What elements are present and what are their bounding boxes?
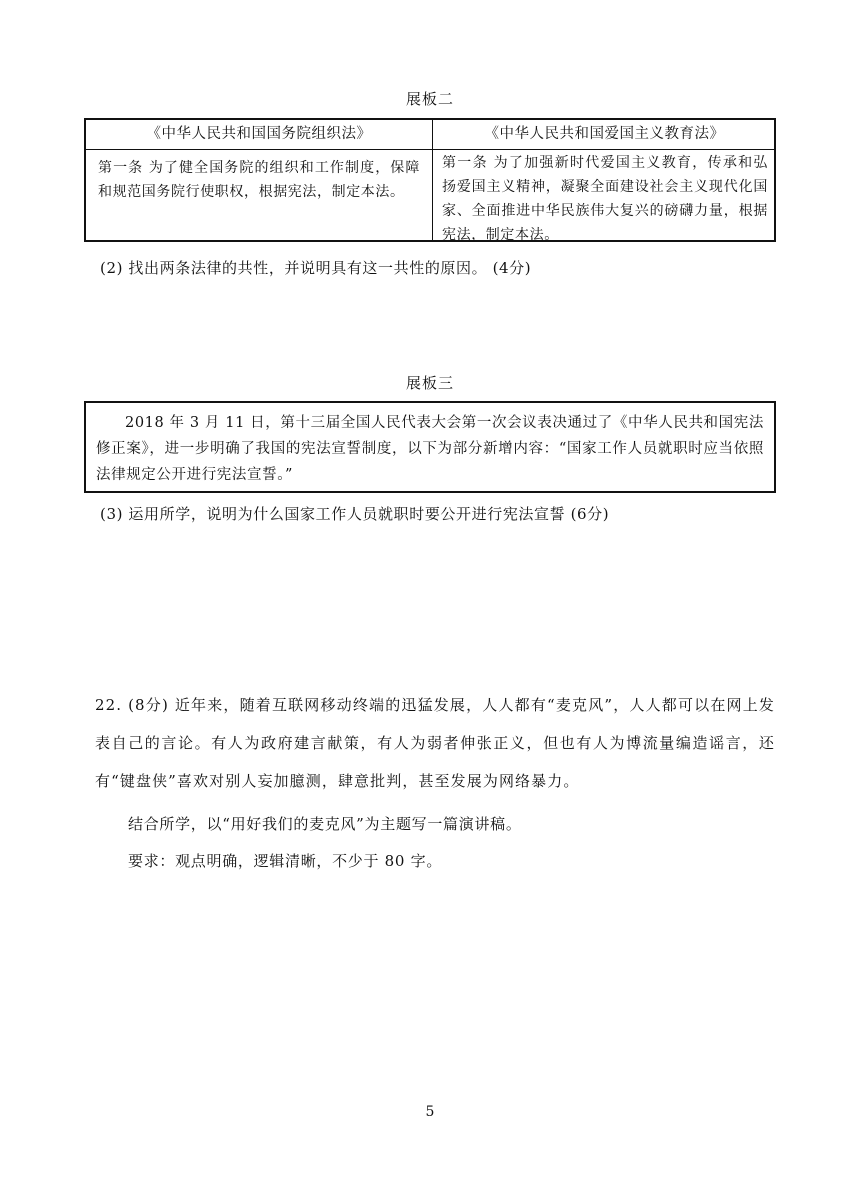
question-22: 22. (8分) 近年来，随着互联网移动终端的迅猛发展，人人都有“麦克风”，人人都可以在网上发表自己的言论。有人为政府建言献策，有人为弱者伸张正义，但也有人为博流量编造谣言，还有“键盘侠”喜欢对别人妄加臆测，肆意批判，甚至发展为网络暴力。: [95, 696, 775, 790]
table-divider-horizontal: [86, 149, 774, 150]
left-law-header: 《中华人民共和国国务院组织法》: [146, 126, 372, 142]
question-22-instruction: 结合所学，以“用好我们的麦克风”为主题写一篇演讲稿。: [128, 815, 522, 833]
panel3-title: 展板三: [405, 374, 454, 392]
right-law-article: 第一条 为了加强新时代爱国主义教育，传承和弘扬爱国主义精神，凝聚全面建设社会主义现代化国家、全面推进中华民族伟大复兴的磅礴力量，根据宪法，制定本法。: [442, 155, 768, 243]
panel3-box: 2018 年 3 月 11 日，第十三届全国人民代表大会第一次会议表决通过了《中华人民共和国宪法修正案》，进一步明确了我国的宪法宣誓制度，以下为部分新增内容：“国家工作人员就职时应当依照法律规定公开进行宪法宣誓。”: [84, 401, 776, 493]
page-number: 5: [425, 1104, 435, 1120]
question-22-requirement: 要求：观点明确，逻辑清晰，不少于 80 字。: [128, 852, 443, 870]
left-law-article: 第一条 为了健全国务院的组织和工作制度，保障和规范国务院行使职权，根据宪法，制定本法。: [98, 160, 420, 200]
law-comparison-table: [84, 118, 776, 242]
question-3: (3) 运用所学，说明为什么国家工作人员就职时要公开进行宪法宣誓 (6分): [100, 505, 610, 523]
question-2: (2) 找出两条法律的共性，并说明具有这一共性的原因。 (4分): [100, 259, 532, 277]
panel2-title: 展板二: [405, 90, 454, 108]
right-law-header: 《中华人民共和国爱国主义教育法》: [484, 126, 725, 142]
